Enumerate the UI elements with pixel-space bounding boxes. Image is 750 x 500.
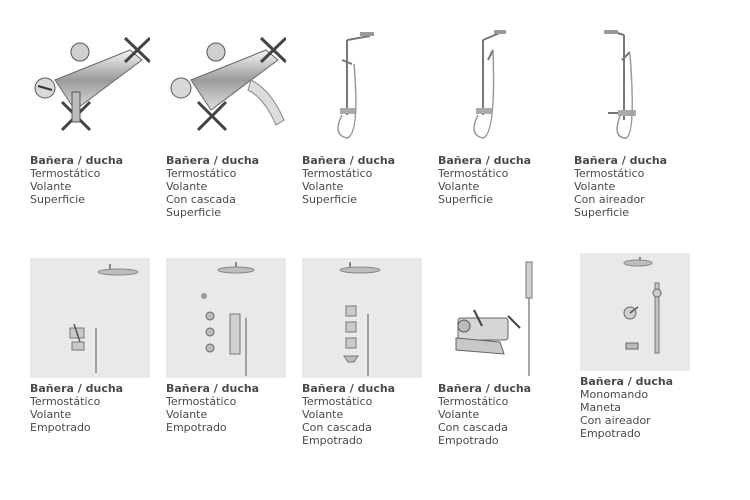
built-in-shower-set-icon: [30, 258, 150, 378]
product-title[interactable]: Bañera / ducha: [580, 375, 674, 388]
spec-handle: Volante: [438, 180, 480, 193]
spec-install: Empotrado: [438, 434, 499, 447]
spec-type: Termostático: [302, 395, 373, 408]
product-image[interactable]: [438, 258, 558, 378]
spec-type: Termostático: [166, 395, 237, 408]
spec-type: Termostático: [166, 167, 237, 180]
product-card[interactable]: [302, 30, 430, 206]
spec-install: Superficie: [30, 193, 86, 206]
product-card[interactable]: [30, 258, 158, 434]
spec-feature: Con cascada: [302, 421, 372, 434]
spec-install: Superficie: [574, 206, 630, 219]
spec-handle: Maneta: [580, 401, 622, 414]
product-title[interactable]: Bañera / ducha: [30, 154, 124, 167]
product-card[interactable]: [30, 30, 158, 206]
product-image[interactable]: [30, 30, 150, 150]
product-image[interactable]: [166, 30, 286, 150]
spec-handle: Volante: [30, 180, 72, 193]
spec-install: Empotrado: [166, 421, 227, 434]
spec-type: Termostático: [302, 167, 373, 180]
product-image[interactable]: [580, 253, 690, 371]
spec-install: Superficie: [166, 206, 222, 219]
product-card[interactable]: [438, 258, 566, 447]
spec-handle: Volante: [302, 408, 344, 421]
spec-install: Superficie: [438, 193, 494, 206]
product-title[interactable]: Bañera / ducha: [166, 154, 260, 167]
product-image[interactable]: [574, 30, 694, 150]
spec-type: Termostático: [30, 395, 101, 408]
spec-feature: Con cascada: [166, 193, 236, 206]
product-image[interactable]: [30, 258, 150, 378]
spec-type: Termostático: [438, 167, 509, 180]
built-in-bath-cascade-icon: [438, 258, 558, 378]
spec-handle: Volante: [30, 408, 72, 421]
spec-type: Termostático: [574, 167, 645, 180]
product-card[interactable]: [302, 258, 430, 447]
product-image[interactable]: [302, 30, 422, 150]
built-in-shower-cascade-icon: [302, 258, 422, 378]
product-card[interactable]: [166, 258, 294, 434]
spec-install: Empotrado: [302, 434, 363, 447]
shower-column-icon: [438, 30, 558, 150]
spec-install: Empotrado: [580, 427, 641, 440]
spec-feature: Con cascada: [438, 421, 508, 434]
spec-handle: Volante: [166, 408, 208, 421]
product-title[interactable]: Bañera / ducha: [302, 382, 396, 395]
spec-feature: Con aireador: [580, 414, 651, 427]
built-in-shower-body-jets-icon: [166, 258, 286, 378]
product-card[interactable]: [574, 30, 702, 219]
spec-feature: Con aireador: [574, 193, 645, 206]
product-card[interactable]: [166, 30, 294, 219]
product-title[interactable]: Bañera / ducha: [438, 382, 532, 395]
shower-column-icon: [302, 30, 422, 150]
thermostatic-cascade-mixer-icon: [166, 30, 286, 150]
product-title[interactable]: Bañera / ducha: [438, 154, 532, 167]
product-image[interactable]: [302, 258, 422, 378]
product-title[interactable]: Bañera / ducha: [166, 382, 260, 395]
thermostatic-mixer-icon: [30, 30, 150, 150]
spec-handle: Volante: [574, 180, 616, 193]
spec-install: Superficie: [302, 193, 358, 206]
product-image[interactable]: [438, 30, 558, 150]
product-image[interactable]: [166, 258, 286, 378]
spec-type: Termostático: [30, 167, 101, 180]
spec-install: Empotrado: [30, 421, 91, 434]
spec-handle: Volante: [166, 180, 208, 193]
built-in-single-lever-set-icon: [580, 253, 690, 371]
product-title[interactable]: Bañera / ducha: [30, 382, 124, 395]
shower-column-with-spout-icon: [574, 30, 694, 150]
spec-handle: Volante: [438, 408, 480, 421]
spec-type: Monomando: [580, 388, 649, 401]
product-card[interactable]: [580, 253, 708, 440]
spec-type: Termostático: [438, 395, 509, 408]
spec-handle: Volante: [302, 180, 344, 193]
product-title[interactable]: Bañera / ducha: [302, 154, 396, 167]
product-card[interactable]: [438, 30, 566, 206]
product-title[interactable]: Bañera / ducha: [574, 154, 668, 167]
